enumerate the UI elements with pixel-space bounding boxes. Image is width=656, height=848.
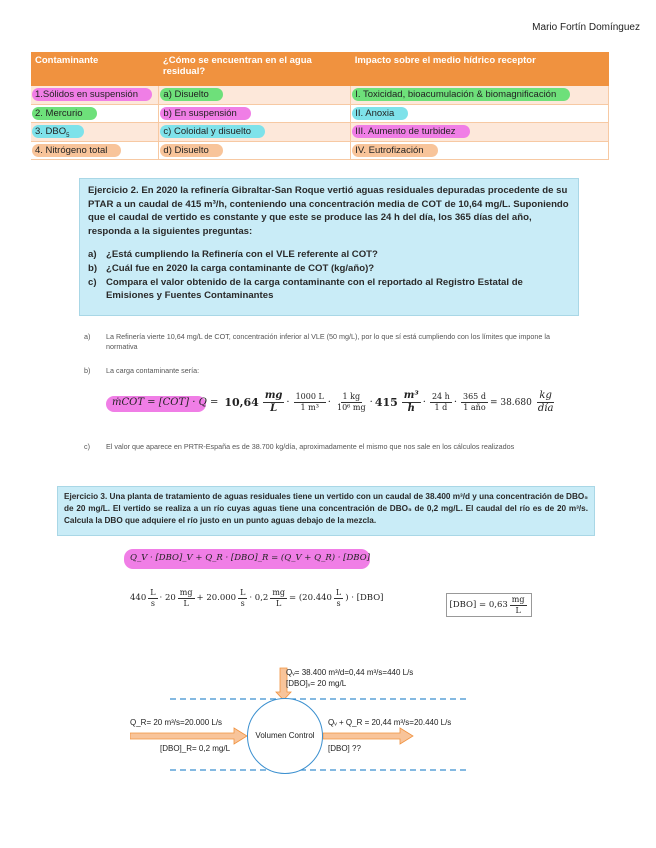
river-out-flow-label: Qᵥ + Q_R = 20,44 m³/s=20.440 L/s bbox=[328, 718, 452, 727]
table-cell: 2. Mercurio bbox=[32, 107, 97, 120]
table-row bbox=[31, 142, 609, 160]
control-volume: Volumen Control bbox=[247, 698, 323, 774]
table-row bbox=[31, 86, 609, 104]
table-header: ¿Cómo se encuentran en el agua residual? bbox=[159, 52, 351, 86]
formula-mass-balance: Q_V · [DBO]_V + Q_R · [DBO]_R = (Q_V + Q_R) · [DBO] bbox=[124, 549, 370, 569]
table-cell: c) Coloidal y disuelto bbox=[160, 125, 265, 138]
formula-load: ṁCOT = [COT] · Q = 10,64 $\frac{mg}{L}$ · $\frac{1000 L}{\text{1 m³}}$ · $\frac{1 kg}{\text{10⁶ mg}}$ · 415 $\frac{\text{m³}}{h}$ · $\frac{24 h}{1 d}$ · $\frac{365 d}{\text{1 año}}$ = 38.680 $\frac{kg}{\text{día}}$ bbox=[106, 386, 566, 426]
table-header: Contaminante bbox=[31, 52, 159, 86]
author-name: Mario Fortín Domínguez bbox=[532, 22, 640, 33]
table-cell: d) Disuelto bbox=[160, 144, 222, 157]
table-header: Impacto sobre el medio hídrico receptor bbox=[351, 52, 609, 86]
river-in-arrow bbox=[130, 728, 247, 744]
table-cell: III. Aumento de turbidez bbox=[352, 125, 469, 138]
table-row bbox=[31, 104, 609, 122]
table-cell: IV. Eutrofización bbox=[352, 144, 437, 157]
pollutant-table bbox=[31, 52, 609, 160]
exercise-2-intro: Ejercicio 2. En 2020 la refinería Gibraltar-San Roque vertió aguas residuales depuradas procedente de su PTAR a un caudal de 415 m³/h, conteniendo una concentración media de COT de 10,64 mg/L. Suponiendo que el caudal de vertido es constante y que este se produce las 24 h del día, los 365 días del año, responda a la siguientes preguntas: bbox=[88, 185, 569, 237]
exercise-2-question: c) Compara el valor obtenido de la carga contaminante con el reportado al Registro Estatal de Emisiones y Fuentes Contaminantes bbox=[88, 276, 523, 302]
river-out-conc-label: [DBO] ?? bbox=[328, 744, 361, 753]
answer-b: b) La carga contaminante sería: bbox=[84, 366, 200, 375]
table-cell: a) Disuelto bbox=[160, 88, 222, 101]
exercise-2-question: a) ¿Está cumpliendo la Refinería con el VLE referente al COT? bbox=[88, 249, 378, 261]
table-row bbox=[31, 122, 609, 142]
table-cell: b) En suspensión bbox=[160, 107, 250, 120]
exercise-3-box: Ejercicio 3. Una planta de tratamiento de aguas residuales tiene un vertido con un caudal de 38.400 m³/d y una concentración de DBO₅ de 20 mg/L. El vertido se realiza a un río cuyas aguas tiene una concentración de DBO₅ de 0,2 mg/L. El caudal del río es de 20 m³/s. Calcula la DBO que adquiere el río justo en un punto aguas debajo de la mezcla. bbox=[57, 486, 595, 536]
table-cell: II. Anoxia bbox=[352, 107, 408, 120]
table-cell: 1.Sólidos en suspensión bbox=[32, 88, 152, 101]
formula-substitution: 440 $\frac{L}{s}$ · 20 $\frac{mg}{L}$ + 20.000 $\frac{L}{s}$ · 0,2 $\frac{mg}{L}$ = (20.440 $\frac{L}{s}$ ) · [DBO] bbox=[130, 588, 384, 608]
exercise-2-question: b) ¿Cuál fue en 2020 la carga contaminante de COT (kg/año)? bbox=[88, 263, 375, 275]
table-cell: I. Toxicidad, bioacumulación & biomagnificación bbox=[352, 88, 570, 101]
control-volume-diagram bbox=[130, 660, 550, 780]
river-in-flow-label: Q_R= 20 m³/s=20.000 L/s bbox=[130, 718, 223, 727]
table-cell: 4. Nitrógeno total bbox=[32, 144, 121, 157]
table-cell: 3. $DBO_5$ bbox=[32, 125, 84, 138]
result-box: [DBO] = 0,63 $\frac{mg}{L}$ bbox=[446, 593, 532, 617]
effluent-label: Qᵥ= 38.400 m³/d=0,44 m³/s=440 L/s [DBO]ᵥ= 20 mg/L bbox=[286, 668, 414, 688]
answer-c: c) El valor que aparece en PRTR-España es de 38.700 kg/día, aproximadamente el mismo que nos sale en los cálculos realizados bbox=[84, 442, 515, 451]
river-in-conc-label: [DBO]_R= 0,2 mg/L bbox=[160, 744, 231, 753]
answer-a: a) La Refinería vierte 10,64 mg/L de COT, concentración inferior al VLE (50 mg/L), por lo que sí está cumpliendo con los límites que impone la normativa bbox=[84, 332, 550, 352]
exercise-2-box bbox=[79, 178, 579, 316]
river-out-arrow bbox=[323, 728, 413, 744]
